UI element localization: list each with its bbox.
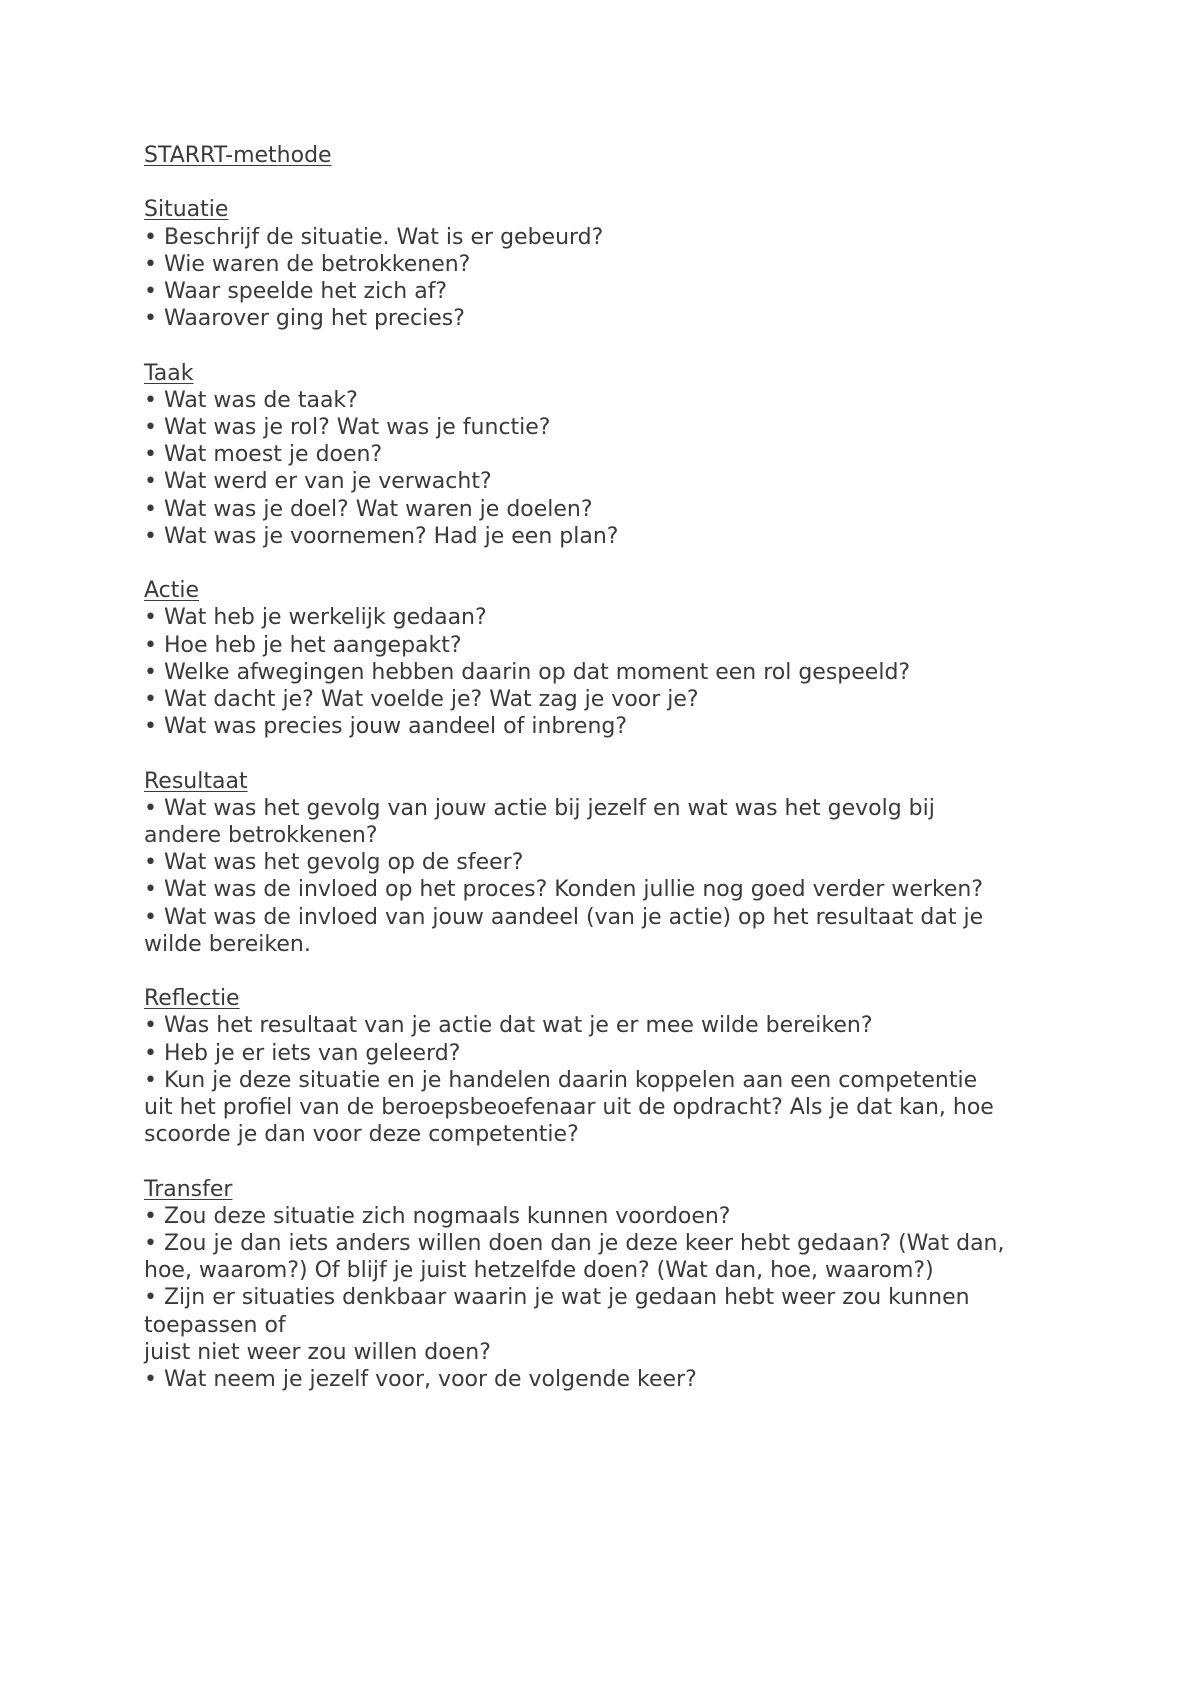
list-item: • Was het resultaat van je actie dat wat je er mee wilde bereiken? bbox=[144, 1013, 873, 1039]
spacer bbox=[144, 169, 1064, 196]
list-item-continuation: toepassen of bbox=[144, 1312, 286, 1338]
list-item-continuation: scoorde je dan voor deze competentie? bbox=[144, 1122, 579, 1148]
list-item: • Wat was je rol? Wat was je functie? bbox=[144, 415, 551, 440]
list-item: • Wat was je doel? Wat waren je doelen? bbox=[144, 496, 593, 522]
list-item: • Wat was de invloed op het proces? Konden jullie nog goed verder werken? bbox=[144, 877, 984, 903]
section-reflectie bbox=[144, 985, 1064, 1148]
section-taak bbox=[144, 360, 1064, 550]
list-item: • Welke afwegingen hebben daarin op dat moment een rol gespeeld? bbox=[144, 659, 911, 685]
list-item: • Wie waren de betrokkenen? bbox=[144, 251, 471, 277]
document-title: STARRT-methode bbox=[144, 143, 332, 168]
list-item: • Wat was het gevolg op de sfeer? bbox=[144, 850, 524, 876]
list-item: • Wat was je voornemen? Had je een plan? bbox=[144, 523, 619, 549]
list-item: • Wat dacht je? Wat voelde je? Wat zag je voor je? bbox=[144, 687, 699, 713]
list-item: • Kun je deze situatie en je handelen daarin koppelen aan een competentie bbox=[144, 1067, 978, 1093]
section-heading: Resultaat bbox=[144, 768, 248, 794]
list-item: • Zijn er situaties denkbaar waarin je wat je gedaan hebt weer zou kunnen bbox=[144, 1285, 970, 1311]
list-item: • Zou je dan iets anders willen doen dan je deze keer hebt gedaan? (Wat dan, bbox=[144, 1231, 1005, 1257]
section-heading: Taak bbox=[144, 360, 194, 386]
list-item: • Waar speelde het zich af? bbox=[144, 279, 448, 304]
spacer bbox=[144, 550, 1064, 577]
list-item: • Wat moest je doen? bbox=[144, 442, 383, 468]
list-item: • Wat werd er van je verwacht? bbox=[144, 469, 492, 495]
list-item: • Zou deze situatie zich nogmaals kunnen voordoen? bbox=[144, 1203, 731, 1229]
list-item: • Hoe heb je het aangepakt? bbox=[144, 632, 462, 658]
list-item-continuation: uit het profiel van de beroepsbeoefenaar uit de opdracht? Als je dat kan, hoe bbox=[144, 1095, 994, 1121]
document-page bbox=[144, 142, 1064, 1393]
section-actie bbox=[144, 577, 1064, 740]
list-item: • Wat heb je werkelijk gedaan? bbox=[144, 605, 487, 631]
list-item: • Wat neem je jezelf voor, voor de volgende keer? bbox=[144, 1367, 697, 1393]
list-item-continuation: juist niet weer zou willen doen? bbox=[144, 1339, 491, 1365]
section-heading: Reflectie bbox=[144, 986, 240, 1012]
list-item-continuation: hoe, waarom?) Of blijf je juist hetzelfde doen? (Wat dan, hoe, waarom?) bbox=[144, 1258, 934, 1284]
section-heading: Transfer bbox=[144, 1176, 233, 1202]
spacer bbox=[144, 958, 1064, 985]
list-item: • Wat was het gevolg van jouw actie bij jezelf en wat was het gevolg bij bbox=[144, 795, 935, 821]
list-item-continuation: wilde bereiken. bbox=[144, 931, 311, 957]
list-item: • Wat was de taak? bbox=[144, 387, 358, 413]
spacer bbox=[144, 740, 1064, 767]
section-heading: Actie bbox=[144, 578, 200, 604]
section-resultaat bbox=[144, 768, 1064, 958]
section-situatie bbox=[144, 196, 1064, 332]
list-item: • Heb je er iets van geleerd? bbox=[144, 1040, 461, 1066]
list-item: • Waarover ging het precies? bbox=[144, 306, 465, 332]
list-item: • Wat was de invloed van jouw aandeel (van je actie) op het resultaat dat je bbox=[144, 904, 984, 930]
spacer bbox=[144, 1148, 1064, 1175]
section-heading: Situatie bbox=[144, 197, 229, 223]
spacer bbox=[144, 332, 1064, 359]
section-transfer bbox=[144, 1176, 1064, 1394]
list-item: • Wat was precies jouw aandeel of inbreng? bbox=[144, 714, 628, 740]
list-item-continuation: andere betrokkenen? bbox=[144, 823, 378, 849]
list-item: • Beschrijf de situatie. Wat is er gebeurd? bbox=[144, 224, 604, 250]
